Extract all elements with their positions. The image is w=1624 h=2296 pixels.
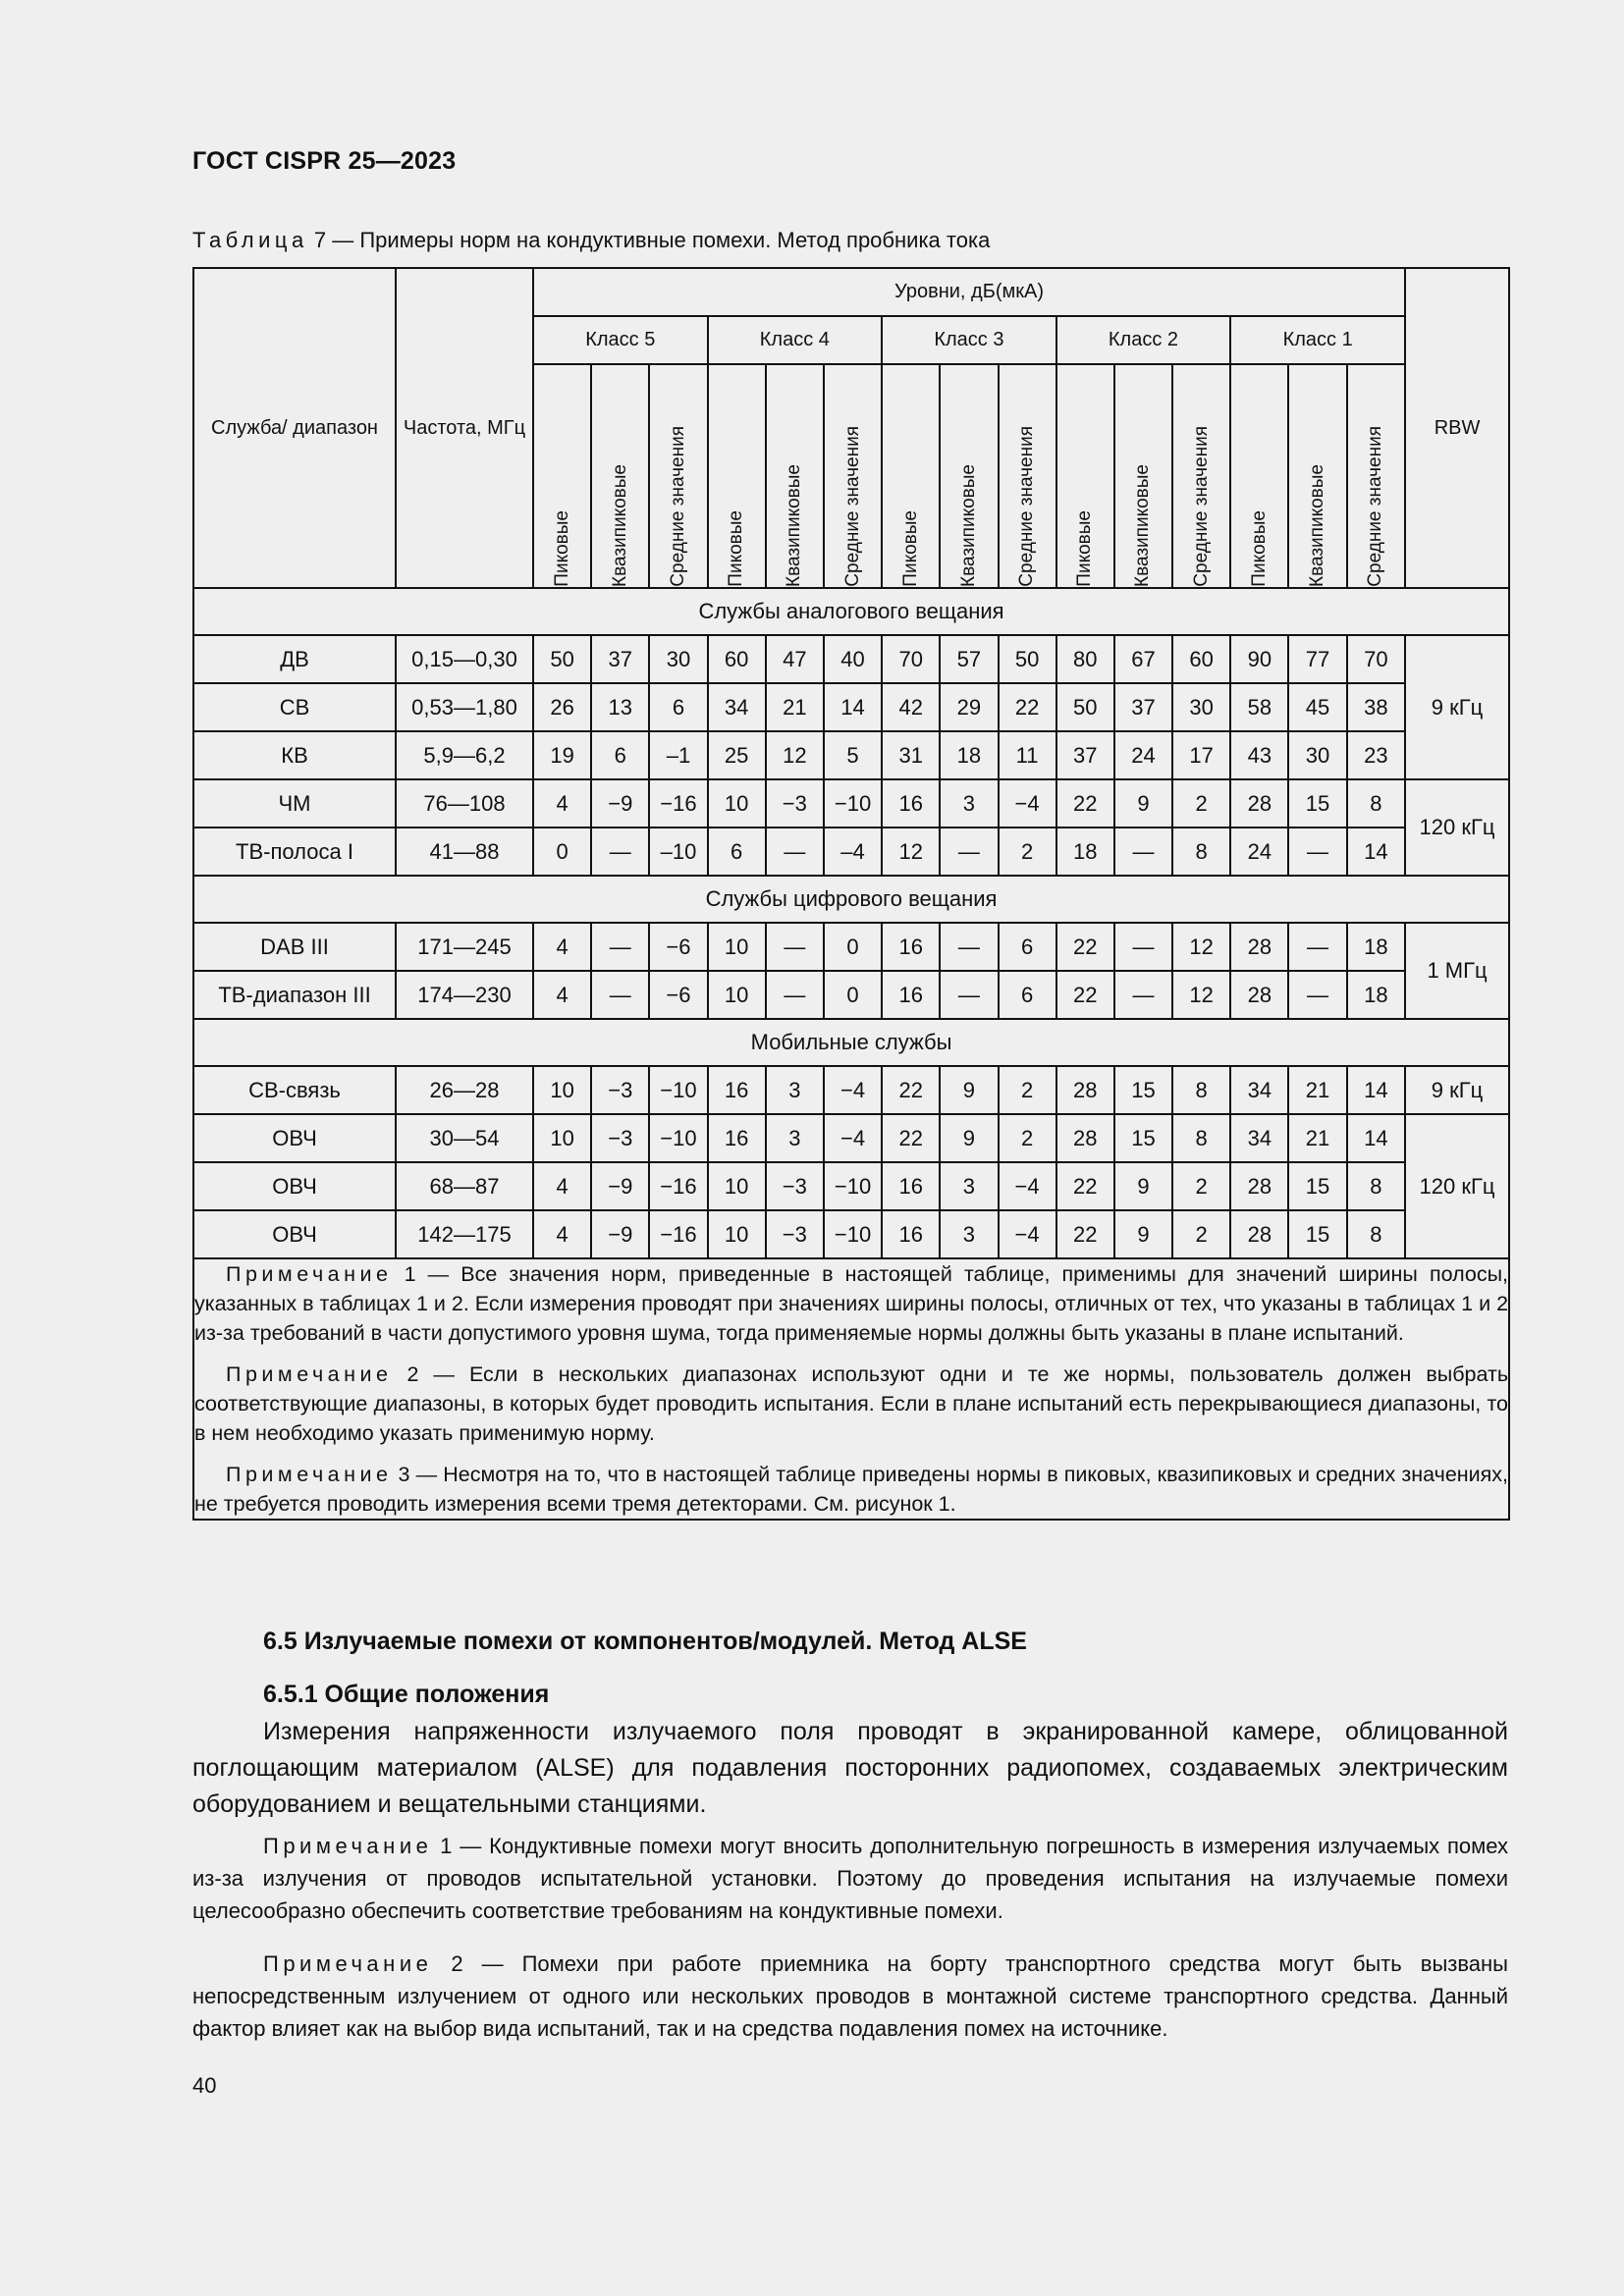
section-6-5-1-paragraph: Измерения напряженности излучаемого поля проводят в экранированной камере, облицованной поглощающим материалом (ALSE) для подавления посторонних радиопомех, создаваемых электрическим оборудованием и вещательными станциями.	[192, 1718, 1508, 1818]
detector-wrap	[825, 365, 881, 587]
cell-value: 9	[1114, 779, 1172, 828]
section-title: Службы аналогового вещания	[193, 588, 1509, 635]
cell-value: 57	[940, 635, 998, 683]
section-note-2-text: 2 — Помехи при работе приемника на борту транспортного средства могут быть вызваны непосредственным излучением от одного или нескольких проводов в монтажной системе транспортного средства. Данный фактор влияет как на выбор вида испытаний, так и на средства подавления помех на источнике.	[192, 1951, 1508, 2041]
cell-frequency: 5,9—6,2	[396, 731, 533, 779]
cell-value: —	[1288, 971, 1346, 1019]
cell-value: −3	[591, 1066, 649, 1114]
cell-frequency: 0,15—0,30	[396, 635, 533, 683]
cell-value: 18	[1347, 923, 1405, 971]
cell-value: −9	[591, 1210, 649, 1258]
cell-value: —	[940, 971, 998, 1019]
cell-value: 14	[1347, 1066, 1405, 1114]
cell-value: −6	[649, 923, 707, 971]
page-number: 40	[192, 2073, 217, 2098]
cell-value: 37	[1114, 683, 1172, 731]
cell-value: 28	[1230, 1210, 1288, 1258]
cell-value: 34	[1230, 1114, 1288, 1162]
detector-wrap	[1289, 365, 1345, 587]
cell-value: 50	[999, 635, 1056, 683]
cell-value: 2	[1172, 779, 1230, 828]
cell-frequency: 76—108	[396, 779, 533, 828]
cell-value: 16	[882, 1162, 940, 1210]
cell-value: 16	[882, 971, 940, 1019]
header-class: Класс 2	[1056, 316, 1231, 364]
detector-label: Средние значения	[1365, 426, 1386, 587]
cell-value: 37	[591, 635, 649, 683]
cell-value: 24	[1230, 828, 1288, 876]
cell-value: 9	[1114, 1210, 1172, 1258]
cell-value: —	[1114, 923, 1172, 971]
table-note-label: Примечание	[226, 1262, 393, 1286]
section-note-1	[192, 1830, 1508, 1927]
cell-value: 16	[708, 1114, 766, 1162]
cell-value: 23	[1347, 731, 1405, 779]
cell-frequency: 41—88	[396, 828, 533, 876]
cell-value: 6	[649, 683, 707, 731]
detector-label: Средние значения	[1016, 426, 1038, 587]
detector-label: Средние значения	[841, 426, 863, 587]
header-detector	[708, 364, 766, 588]
cell-value: 22	[1056, 1210, 1114, 1258]
cell-value: –4	[824, 828, 882, 876]
cell-value: 13	[591, 683, 649, 731]
cell-service: DAB III	[193, 923, 396, 971]
cell-value: 29	[940, 683, 998, 731]
cell-value: 6	[999, 971, 1056, 1019]
cell-value: 22	[1056, 779, 1114, 828]
cell-value: —	[591, 971, 649, 1019]
section-note-2-label: Примечание	[263, 1951, 433, 1976]
cell-value: 9	[1114, 1162, 1172, 1210]
cell-value: 3	[940, 1162, 998, 1210]
table-row	[193, 1162, 1509, 1210]
cell-value: 34	[708, 683, 766, 731]
cell-value: 16	[882, 923, 940, 971]
cell-service: ДВ	[193, 635, 396, 683]
cell-value: −3	[591, 1114, 649, 1162]
table-row	[193, 971, 1509, 1019]
cell-value: 8	[1172, 1066, 1230, 1114]
cell-value: 12	[882, 828, 940, 876]
section-6-5-1-heading: 6.5.1 Общие положения	[263, 1681, 550, 1708]
cell-value: 8	[1347, 779, 1405, 828]
section-note-1-label: Примечание	[263, 1834, 433, 1858]
cell-service: ТВ-полоса I	[193, 828, 396, 876]
cell-value: 8	[1347, 1210, 1405, 1258]
table-row	[193, 1066, 1509, 1114]
cell-value: −4	[824, 1114, 882, 1162]
detector-wrap	[1231, 365, 1287, 587]
cell-value: 10	[533, 1114, 591, 1162]
header-detector	[1172, 364, 1230, 588]
cell-value: 25	[708, 731, 766, 779]
cell-value: 14	[1347, 828, 1405, 876]
header-detector	[533, 364, 591, 588]
table-caption	[192, 228, 990, 253]
cell-value: 58	[1230, 683, 1288, 731]
cell-value: 40	[824, 635, 882, 683]
detector-wrap	[1348, 365, 1404, 587]
table-note-label: Примечание	[226, 1463, 393, 1486]
cell-value: −16	[649, 779, 707, 828]
detector-label: Пиковые	[1074, 510, 1096, 587]
cell-value: 31	[882, 731, 940, 779]
detector-label: Пиковые	[1248, 510, 1270, 587]
table-row	[193, 828, 1509, 876]
cell-value: 24	[1114, 731, 1172, 779]
header-detector	[940, 364, 998, 588]
header-frequency: Частота, МГц	[396, 268, 533, 588]
cell-value: 15	[1288, 779, 1346, 828]
cell-value: 10	[708, 971, 766, 1019]
cell-value: 4	[533, 923, 591, 971]
cell-value: —	[1114, 971, 1172, 1019]
detector-wrap	[1173, 365, 1229, 587]
section-row	[193, 588, 1509, 635]
cell-value: 6	[999, 923, 1056, 971]
cell-service: КВ	[193, 731, 396, 779]
cell-value: 17	[1172, 731, 1230, 779]
cell-value: 4	[533, 1210, 591, 1258]
cell-value: 21	[766, 683, 824, 731]
table-note	[194, 1360, 1508, 1448]
cell-value: 50	[1056, 683, 1114, 731]
header-rbw: RBW	[1405, 268, 1509, 588]
detector-wrap	[650, 365, 706, 587]
cell-rbw: 1 МГц	[1405, 923, 1509, 1019]
table-row	[193, 1114, 1509, 1162]
cell-value: −9	[591, 779, 649, 828]
cell-value: 45	[1288, 683, 1346, 731]
cell-value: –10	[649, 828, 707, 876]
cell-value: 18	[1056, 828, 1114, 876]
cell-value: 37	[1056, 731, 1114, 779]
cell-value: −4	[824, 1066, 882, 1114]
cell-value: 22	[882, 1114, 940, 1162]
cell-value: 10	[708, 1162, 766, 1210]
cell-value: 9	[940, 1066, 998, 1114]
cell-value: 80	[1056, 635, 1114, 683]
cell-value: 22	[1056, 923, 1114, 971]
cell-value: −4	[999, 779, 1056, 828]
cell-value: 2	[999, 828, 1056, 876]
cell-value: 0	[533, 828, 591, 876]
table-caption-text: 7 — Примеры норм на кондуктивные помехи. Метод пробника тока	[307, 228, 991, 252]
cell-value: 14	[1347, 1114, 1405, 1162]
section-title: Мобильные службы	[193, 1019, 1509, 1066]
cell-value: 10	[533, 1066, 591, 1114]
cell-value: −10	[824, 779, 882, 828]
cell-value: —	[1114, 828, 1172, 876]
norms-table	[192, 267, 1510, 1521]
cell-service: ОВЧ	[193, 1210, 396, 1258]
detector-label: Квазипиковые	[784, 464, 805, 587]
cell-value: 18	[1347, 971, 1405, 1019]
cell-frequency: 142—175	[396, 1210, 533, 1258]
header-detector	[1230, 364, 1288, 588]
cell-value: −4	[999, 1210, 1056, 1258]
detector-label: Пиковые	[726, 510, 747, 587]
cell-value: 22	[1056, 1162, 1114, 1210]
doc-title: ГОСТ CISPR 25—2023	[192, 147, 457, 175]
cell-frequency: 171—245	[396, 923, 533, 971]
cell-value: 0	[824, 971, 882, 1019]
detector-wrap	[941, 365, 997, 587]
table-notes	[193, 1258, 1509, 1520]
detector-label: Квазипиковые	[957, 464, 979, 587]
cell-value: 2	[999, 1066, 1056, 1114]
cell-value: 10	[708, 923, 766, 971]
header-detector	[882, 364, 940, 588]
cell-value: 47	[766, 635, 824, 683]
cell-value: 6	[708, 828, 766, 876]
detector-wrap	[1115, 365, 1171, 587]
table-row	[193, 1210, 1509, 1258]
header-class: Класс 3	[882, 316, 1056, 364]
cell-value: 2	[1172, 1162, 1230, 1210]
section-6-5-heading: 6.5 Излучаемые помехи от компонентов/модулей. Метод ALSE	[263, 1628, 1027, 1655]
cell-value: −3	[766, 1162, 824, 1210]
cell-value: 8	[1172, 828, 1230, 876]
cell-value: −9	[591, 1162, 649, 1210]
table-caption-label: Таблица	[192, 228, 308, 252]
cell-value: 30	[1288, 731, 1346, 779]
detector-label: Квазипиковые	[1132, 464, 1154, 587]
cell-value: 2	[1172, 1210, 1230, 1258]
table-note	[194, 1460, 1508, 1519]
cell-rbw: 120 кГц	[1405, 779, 1509, 876]
cell-service: СВ-связь	[193, 1066, 396, 1114]
cell-value: 3	[940, 1210, 998, 1258]
cell-value: 19	[533, 731, 591, 779]
cell-value: 15	[1114, 1114, 1172, 1162]
cell-value: 16	[882, 1210, 940, 1258]
detector-label: Пиковые	[551, 510, 572, 587]
detector-wrap	[883, 365, 939, 587]
cell-value: 28	[1230, 1162, 1288, 1210]
cell-value: 3	[940, 779, 998, 828]
table-note-text: 3 — Несмотря на то, что в настоящей таблице приведены нормы в пиковых, квазипиковых и средних значениях, не требуется проводить измерения всеми тремя детекторами. См. рисунок 1.	[194, 1463, 1509, 1516]
table-note-text: 2 — Если в нескольких диапазонах используют одни и те же нормы, пользователь должен выбрать соответствующие диапазоны, в которых будет проводить испытания. Если в плане испытаний есть перекрывающиеся диапазоны, то в нем необходимо указать применимую норму.	[194, 1362, 1509, 1445]
cell-value: −3	[766, 1210, 824, 1258]
table-row	[193, 923, 1509, 971]
cell-value: —	[591, 828, 649, 876]
cell-value: —	[940, 828, 998, 876]
header-detector	[1288, 364, 1346, 588]
header-class: Класс 1	[1230, 316, 1405, 364]
cell-value: 18	[940, 731, 998, 779]
cell-value: 12	[766, 731, 824, 779]
cell-rbw: 9 кГц	[1405, 1066, 1509, 1114]
cell-value: 30	[1172, 683, 1230, 731]
cell-value: 22	[1056, 971, 1114, 1019]
detector-wrap	[709, 365, 765, 587]
header-service: Служба/ диапазон	[193, 268, 396, 588]
header-class: Класс 5	[533, 316, 708, 364]
section-title: Службы цифрового вещания	[193, 876, 1509, 923]
detector-label: Средние значения	[667, 426, 688, 587]
cell-value: −16	[649, 1162, 707, 1210]
cell-value: 14	[824, 683, 882, 731]
header-levels: Уровни, дБ(мкА)	[533, 268, 1405, 316]
cell-service: СВ	[193, 683, 396, 731]
cell-value: 4	[533, 1162, 591, 1210]
cell-value: 15	[1288, 1210, 1346, 1258]
cell-value: 15	[1114, 1066, 1172, 1114]
cell-service: ЧМ	[193, 779, 396, 828]
detector-wrap	[1000, 365, 1056, 587]
table-note-label: Примечание	[226, 1362, 393, 1386]
cell-frequency: 174—230	[396, 971, 533, 1019]
section-row	[193, 876, 1509, 923]
cell-value: 10	[708, 1210, 766, 1258]
cell-value: 60	[708, 635, 766, 683]
detector-label: Квазипиковые	[609, 464, 630, 587]
header-detector	[649, 364, 707, 588]
cell-value: 16	[882, 779, 940, 828]
table-note	[194, 1259, 1508, 1348]
cell-value: −16	[649, 1210, 707, 1258]
cell-value: 77	[1288, 635, 1346, 683]
cell-value: 28	[1230, 971, 1288, 1019]
cell-value: 28	[1230, 779, 1288, 828]
cell-value: 50	[533, 635, 591, 683]
cell-service: ОВЧ	[193, 1114, 396, 1162]
cell-value: 28	[1230, 923, 1288, 971]
cell-frequency: 26—28	[396, 1066, 533, 1114]
cell-value: 60	[1172, 635, 1230, 683]
header-detector	[1347, 364, 1405, 588]
cell-value: 4	[533, 971, 591, 1019]
cell-value: 3	[766, 1114, 824, 1162]
cell-value: 5	[824, 731, 882, 779]
cell-value: 90	[1230, 635, 1288, 683]
header-detector	[766, 364, 824, 588]
section-row	[193, 1019, 1509, 1066]
cell-value: 3	[766, 1066, 824, 1114]
cell-value: 30	[649, 635, 707, 683]
detector-label: Средние значения	[1190, 426, 1212, 587]
header-detector	[1056, 364, 1114, 588]
cell-value: –1	[649, 731, 707, 779]
cell-frequency: 0,53—1,80	[396, 683, 533, 731]
cell-value: —	[766, 923, 824, 971]
cell-value: 11	[999, 731, 1056, 779]
table-row	[193, 779, 1509, 828]
cell-value: 12	[1172, 971, 1230, 1019]
cell-value: −10	[649, 1114, 707, 1162]
header-class: Класс 4	[708, 316, 883, 364]
cell-value: 2	[999, 1114, 1056, 1162]
cell-value: −3	[766, 779, 824, 828]
cell-value: 0	[824, 923, 882, 971]
cell-value: —	[1288, 923, 1346, 971]
cell-value: 15	[1288, 1162, 1346, 1210]
cell-value: 10	[708, 779, 766, 828]
cell-value: 8	[1347, 1162, 1405, 1210]
cell-value: 28	[1056, 1114, 1114, 1162]
header-detector	[999, 364, 1056, 588]
cell-value: −10	[824, 1210, 882, 1258]
cell-value: —	[1288, 828, 1346, 876]
cell-rbw: 120 кГц	[1405, 1114, 1509, 1258]
cell-value: −4	[999, 1162, 1056, 1210]
table-row	[193, 683, 1509, 731]
header-row-levels	[193, 268, 1509, 316]
cell-value: 21	[1288, 1114, 1346, 1162]
cell-value: 9	[940, 1114, 998, 1162]
detector-wrap	[534, 365, 590, 587]
table-note-text: 1 — Все значения норм, приведенные в настоящей таблице, применимы для значений ширины полосы, указанных в таблицах 1 и 2. Если измерения проводят при значениях ширины полосы, отличных от тех, что указаны в таблицах 1 и 2 из-за требований в части допустимого уровня шума, тогда применяемые нормы должны быть указаны в плане испытаний.	[194, 1262, 1509, 1345]
cell-value: —	[591, 923, 649, 971]
cell-value: −10	[649, 1066, 707, 1114]
section-note-1-text: 1 — Кондуктивные помехи могут вносить дополнительную погрешность в измерения излучаемых помех из-за излучения от проводов испытательной установки. Поэтому до проведения испытания на излучаемые помехи целесообразно обеспечить соответствие требованиям на кондуктивные помехи.	[192, 1834, 1508, 1923]
detector-label: Пиковые	[899, 510, 921, 587]
detector-wrap	[1057, 365, 1113, 587]
cell-value: 70	[882, 635, 940, 683]
cell-value: 22	[882, 1066, 940, 1114]
cell-rbw: 9 кГц	[1405, 635, 1509, 779]
cell-value: −10	[824, 1162, 882, 1210]
cell-value: −6	[649, 971, 707, 1019]
detector-label: Квазипиковые	[1307, 464, 1328, 587]
detector-wrap	[767, 365, 823, 587]
cell-value: 70	[1347, 635, 1405, 683]
header-detector	[591, 364, 649, 588]
cell-value: 21	[1288, 1066, 1346, 1114]
cell-value: —	[940, 923, 998, 971]
cell-frequency: 68—87	[396, 1162, 533, 1210]
section-note-2	[192, 1948, 1508, 2045]
cell-value: 38	[1347, 683, 1405, 731]
cell-value: 67	[1114, 635, 1172, 683]
cell-value: 22	[999, 683, 1056, 731]
cell-value: 12	[1172, 923, 1230, 971]
header-detector	[1114, 364, 1172, 588]
cell-value: 28	[1056, 1066, 1114, 1114]
cell-value: 16	[708, 1066, 766, 1114]
cell-value: 42	[882, 683, 940, 731]
cell-service: ОВЧ	[193, 1162, 396, 1210]
cell-service: ТВ-диапазон III	[193, 971, 396, 1019]
detector-wrap	[592, 365, 648, 587]
cell-value: 26	[533, 683, 591, 731]
cell-value: 8	[1172, 1114, 1230, 1162]
cell-value: 34	[1230, 1066, 1288, 1114]
cell-value: —	[766, 971, 824, 1019]
notes-row	[193, 1258, 1509, 1520]
cell-value: —	[766, 828, 824, 876]
table-row	[193, 635, 1509, 683]
cell-value: 6	[591, 731, 649, 779]
cell-value: 43	[1230, 731, 1288, 779]
header-detector	[824, 364, 882, 588]
cell-value: 4	[533, 779, 591, 828]
table-row	[193, 731, 1509, 779]
cell-frequency: 30—54	[396, 1114, 533, 1162]
